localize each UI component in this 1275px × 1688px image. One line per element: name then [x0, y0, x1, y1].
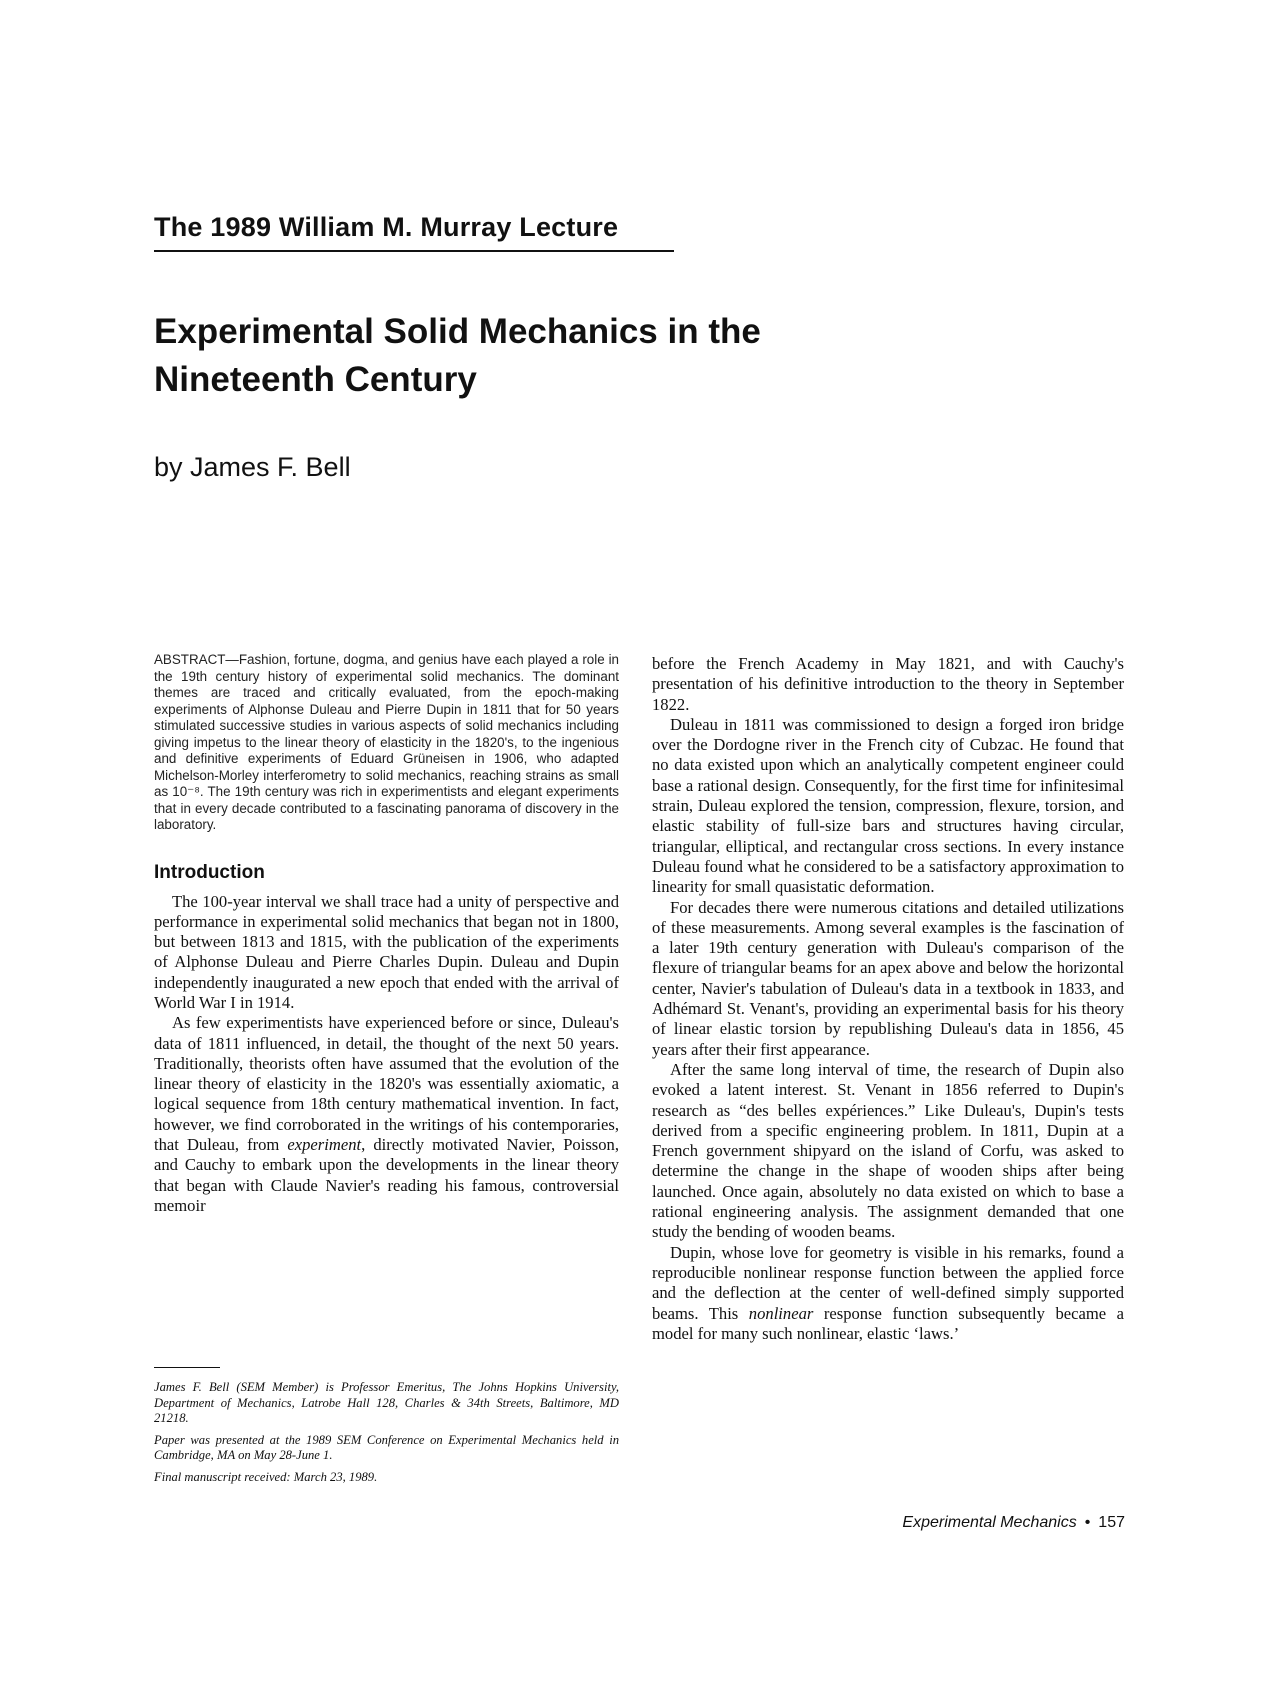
left-column: [154, 652, 619, 1216]
heading-rule: [154, 250, 674, 252]
journal-name: Experimental Mechanics: [902, 1514, 1077, 1531]
footer-separator: •: [1084, 1514, 1091, 1531]
intro-paragraph-2-part-1: As few experimentists have experienced before or since, Duleau's data of 1811 influenced, in detail, the thought of the next 50 years. Traditionally, theorists often have assumed that the evolution of the linear theory of elasticity in the 1820's was essentially axiomatic, a logical sequence from 18th century mathematical invention. In fact, however, we find corroborated in the writings of his contemporaries, that Duleau, from: [154, 1013, 619, 1155]
body-paragraph-2: Duleau in 1811 was commissioned to design a forged iron bridge over the Dordogne river in the French city of Cubzac. He found that no data existed upon which an analytically competent engineer could base a rational design. Consequently, for the first time for infinitesimal strain, Duleau explored the tension, compression, flexure, torsion, and elastic stability of full-size bars and structures having circular, triangular, elliptical, and rectangular cross sections. In every instance Duleau found what he considered to be a satisfactory approximation to linearity for small quasistatic deformation.: [652, 714, 1124, 897]
abstract: ABSTRACT—Fashion, fortune, dogma, and genius have each played a role in the 19th century history of experimental solid mechanics. The dominant themes are traced and critically evaluated, from the epoch-making experiments of Alphonse Duleau and Pierre Dupin in 1811 that for 50 years stimulated successive studies in various aspects of solid mechanics including giving impetus to the linear theory of elasticity in the 1820's, to the ingenious and definitive experiments of Eduard Grüneisen in 1906, who adapted Michelson-Morley interferometry to solid mechanics, reaching strains as small as 10⁻⁸. The 19th century was rich in experimentists and elegant experiments that in every decade contributed to a fascinating panorama of discovery in the laboratory.: [154, 652, 619, 832]
body-paragraph-1: before the French Academy in May 1821, and with Cauchy's presentation of his definitive introduction to the theory in September 1822.: [652, 654, 1124, 714]
footnote-presented: Paper was presented at the 1989 SEM Conference on Experimental Mechanics held in Cambridge, MA on May 28-June 1.: [154, 1432, 619, 1463]
body-paragraph-5: [652, 1243, 1124, 1344]
body-paragraph-5-part-2: response function subsequently became a model for many such nonlinear, elastic ‘laws.’: [652, 1303, 1124, 1343]
article-title-line-2: Nineteenth Century: [154, 360, 477, 399]
body-paragraph-3: For decades there were numerous citations and detailed utilizations of these measurements. Among several examples is the fascination of a later 19th century generation with Duleau's comparison of the flexure of triangular beams for an apex above and below the horizontal center, Navier's tabulation of Duleau's data in a textbook in 1833, and Adhémard St. Venant's, providing an experimental basis for his theory of linear elastic torsion by republishing Duleau's data in 1856, 45 years after their first appearance.: [652, 897, 1124, 1059]
page-number: 157: [1098, 1514, 1125, 1531]
footnote-author: James F. Bell (SEM Member) is Professor Emeritus, The Johns Hopkins University, Department of Mechanics, Latrobe Hall 128, Charles & 34th Streets, Baltimore, MD 21218.: [154, 1380, 619, 1426]
running-footer: [902, 1514, 1125, 1532]
emphasis-nonlinear: nonlinear: [748, 1303, 814, 1323]
author-byline: by James F. Bell: [154, 452, 351, 482]
section-heading-introduction: Introduction: [154, 861, 265, 883]
right-column: [652, 654, 1124, 1344]
emphasis-experiment: experiment: [287, 1135, 362, 1155]
body-paragraph-5-part-1: Dupin, whose love for geometry is visible in his remarks, found a reproducible nonlinear response function between the applied force and the deflection at the center of well-defined simply supported beams. This: [652, 1242, 1124, 1323]
intro-paragraph-1: The 100-year interval we shall trace had a unity of perspective and performance in experimental solid mechanics that began not in 1800, but between 1813 and 1815, with the publication of the experiments of Alphonse Duleau and Pierre Charles Dupin. Duleau and Dupin independently inaugurated a new epoch that ended with the arrival of World War I in 1914.: [154, 891, 619, 1012]
article-title-line-1: Experimental Solid Mechanics in the: [154, 312, 761, 351]
intro-paragraph-2-part-2: , directly motivated Navier, Poisson, and Cauchy to embark upon the developments in the linear theory that began with Claude Navier's reading his famous, controversial memoir: [154, 1135, 619, 1215]
lecture-series-heading: The 1989 William M. Murray Lecture: [154, 212, 619, 242]
body-paragraph-4: After the same long interval of time, the research of Dupin also evoked a latent interest. St. Venant in 1856 referred to Dupin's research as “des belles expériences.” Like Duleau's, Dupin's tests derived from a specific engineering problem. In 1811, Dupin at a French government shipyard on the island of Corfu, was asked to determine the change in the shape of wooden ships after being launched. Once again, absolutely no data existed on which to base a rational engineering analysis. The assignment demanded that one study the bending of wooden beams.: [652, 1059, 1124, 1242]
footnote-rule: [154, 1367, 220, 1368]
intro-paragraph-2: [154, 1013, 619, 1216]
article-title: [154, 308, 914, 404]
footnotes: [154, 1367, 619, 1492]
footnote-received: Final manuscript received: March 23, 1989.: [154, 1469, 378, 1484]
